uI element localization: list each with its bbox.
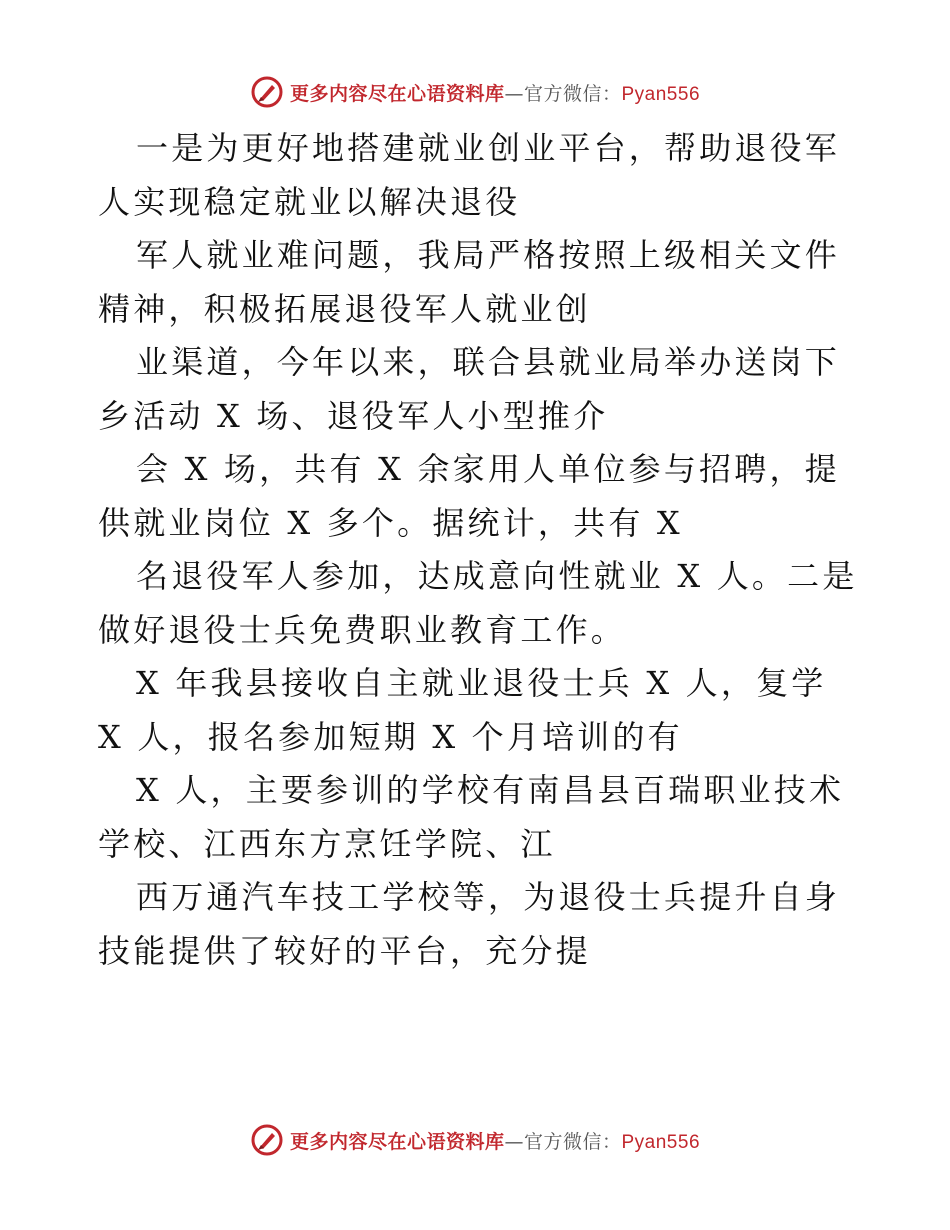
- watermark-site: 更多内容尽在心语资料库: [289, 82, 505, 105]
- paragraph: X 人，主要参训的学校有南昌县百瑞职业技术学校、江西东方烹饪学院、江: [98, 771, 845, 863]
- document-body: [98, 122, 858, 978]
- watermark-text: [290, 79, 700, 106]
- paragraph: 会 X 场，共有 X 余家用人单位参与招聘，提供就业岗位 X 多个。据统计，共有 X: [98, 450, 840, 542]
- pen-logo-icon: [250, 75, 284, 109]
- paragraph: 一是为更好地搭建就业创业平台，帮助退役军人实现稳定就业以解决退役: [98, 129, 841, 221]
- watermark-separator: —: [504, 82, 524, 105]
- paragraph: X 年我县接收自主就业退役士兵 X 人，复学 X 人，报名参加短期 X 个月培训的有: [98, 664, 827, 756]
- pen-logo-icon: [250, 1123, 284, 1157]
- footer-watermark: [0, 1118, 950, 1162]
- header-watermark: [0, 70, 950, 114]
- paragraph: 业渠道，今年以来，联合县就业局举办送岗下乡活动 X 场、退役军人小型推介: [98, 343, 841, 435]
- watermark-official-label: 官方微信：: [523, 82, 622, 105]
- paragraph: 西万通汽车技工学校等，为退役士兵提升自身技能提供了较好的平台，充分提: [98, 878, 841, 970]
- watermark-text: [290, 1127, 700, 1154]
- paragraph: 军人就业难问题，我局严格按照上级相关文件精神，积极拓展退役军人就业创: [98, 236, 841, 328]
- watermark-wechat-id: Pyan556: [621, 83, 701, 105]
- watermark-site: 更多内容尽在心语资料库: [289, 1130, 505, 1153]
- watermark-official-label: 官方微信：: [523, 1130, 622, 1153]
- watermark-wechat-id: Pyan556: [621, 1131, 701, 1153]
- paragraph: 名退役军人参加，达成意向性就业 X 人。二是做好退役士兵免费职业教育工作。: [98, 557, 858, 649]
- watermark-separator: —: [504, 1130, 524, 1153]
